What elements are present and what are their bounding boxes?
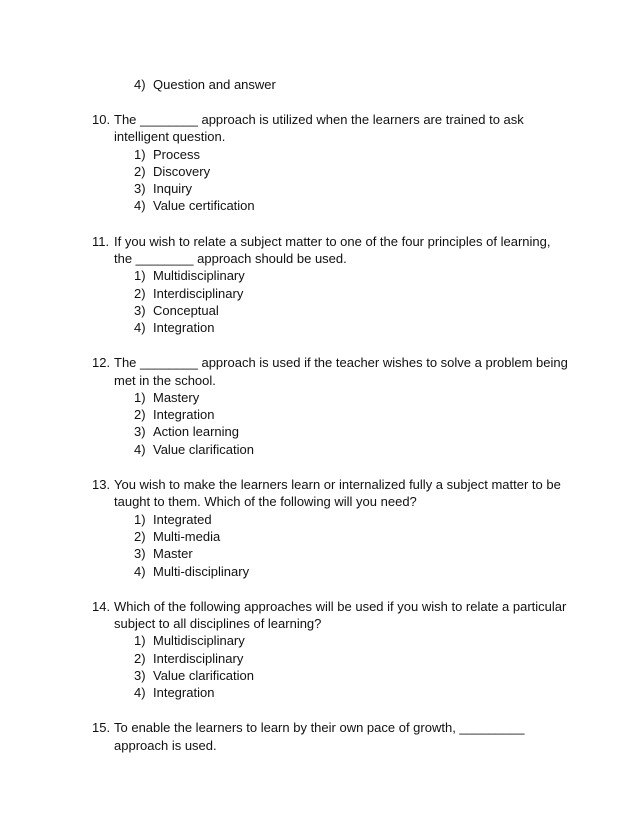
option-text: Inquiry <box>153 181 193 196</box>
option-text: Multidisciplinary <box>153 633 245 648</box>
option-text: Multi-disciplinary <box>153 564 250 579</box>
question-text: subject to all disciplines of learning? <box>114 616 322 631</box>
option-text: Interdisciplinary <box>153 651 244 666</box>
option-number: 4) <box>134 564 146 579</box>
option-number: 2) <box>134 407 146 422</box>
option-number: 1) <box>134 512 146 527</box>
option-text: Conceptual <box>153 303 219 318</box>
option-number: 3) <box>134 424 146 439</box>
question-number: 15. <box>92 720 111 735</box>
option-number: 4) <box>134 442 146 457</box>
question-text: Which of the following approaches will be used if you wish to relate a particular <box>114 599 567 614</box>
option-text: Integration <box>153 320 215 335</box>
option-text: Interdisciplinary <box>153 286 244 301</box>
option-text: Question and answer <box>153 77 276 92</box>
option-text: Discovery <box>153 164 211 179</box>
question-text: the ________ approach should be used. <box>114 251 347 266</box>
question-number: 13. <box>92 477 111 492</box>
option-number: 1) <box>134 633 146 648</box>
option-number: 2) <box>134 529 146 544</box>
option-number: 1) <box>134 147 146 162</box>
option-text: Multidisciplinary <box>153 268 245 283</box>
option-number: 2) <box>134 286 146 301</box>
option-text: Mastery <box>153 390 200 405</box>
option-number: 3) <box>134 668 146 683</box>
option-number: 4) <box>134 320 146 335</box>
option-text: Value certification <box>153 198 255 213</box>
option-number: 2) <box>134 164 146 179</box>
question-text: approach is used. <box>114 738 217 753</box>
question-text: If you wish to relate a subject matter to one of the four principles of learning, <box>114 234 551 249</box>
option-text: Process <box>153 147 200 162</box>
question-number: 10. <box>92 112 111 127</box>
question-text: You wish to make the learners learn or internalized fully a subject matter to be <box>114 477 561 492</box>
option-number: 1) <box>134 268 146 283</box>
option-text: Integrated <box>153 512 212 527</box>
option-text: Multi-media <box>153 529 221 544</box>
option-text: Integration <box>153 407 215 422</box>
option-number: 3) <box>134 303 146 318</box>
option-number: 1) <box>134 390 146 405</box>
option-number: 4) <box>134 685 146 700</box>
option-text: Value clarification <box>153 668 254 683</box>
option-number: 4) <box>134 77 146 92</box>
option-text: Value clarification <box>153 442 254 457</box>
option-number: 3) <box>134 181 146 196</box>
question-text: The ________ approach is utilized when the learners are trained to ask <box>114 112 524 127</box>
question-text: The ________ approach is used if the teacher wishes to solve a problem being <box>114 355 568 370</box>
option-text: Master <box>153 546 193 561</box>
question-text: intelligent question. <box>114 129 226 144</box>
option-number: 4) <box>134 198 146 213</box>
question-text: met in the school. <box>114 373 216 388</box>
option-text: Action learning <box>153 424 239 439</box>
option-text: Integration <box>153 685 215 700</box>
option-number: 2) <box>134 651 146 666</box>
question-number: 14. <box>92 599 111 614</box>
question-number: 11. <box>92 234 110 249</box>
option-number: 3) <box>134 546 146 561</box>
question-text: taught to them. Which of the following will you need? <box>114 494 417 509</box>
question-number: 12. <box>92 355 111 370</box>
question-text: To enable the learners to learn by their own pace of growth, _________ <box>114 720 525 735</box>
